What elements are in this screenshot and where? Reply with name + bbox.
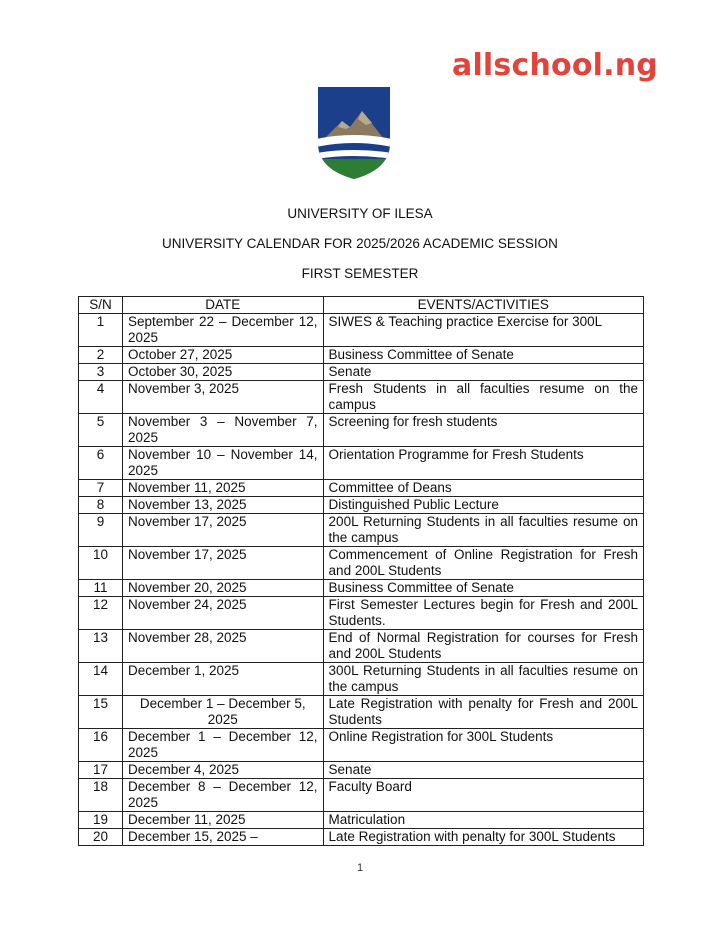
row-date: December 8 – December 12, 2025 (122, 779, 323, 812)
row-date: November 3, 2025 (122, 381, 323, 414)
row-date: October 30, 2025 (122, 364, 323, 381)
row-date: October 27, 2025 (122, 347, 323, 364)
watermark-text: allschool.ng (452, 48, 658, 83)
row-event: 300L Returning Students in all faculties resume on the campus (323, 663, 643, 696)
row-event: Late Registration with penalty for 300L Students (323, 829, 643, 846)
table-row (79, 580, 644, 597)
table-row (79, 364, 644, 381)
row-event: Orientation Programme for Fresh Students (323, 447, 643, 480)
row-date: November 3 – November 7, 2025 (122, 414, 323, 447)
row-date: November 10 – November 14, 2025 (122, 447, 323, 480)
row-date: November 24, 2025 (122, 597, 323, 630)
row-event: Online Registration for 300L Students (323, 729, 643, 762)
table-row (79, 779, 644, 812)
row-event: First Semester Lectures begin for Fresh and 200L Students. (323, 597, 643, 630)
row-event: Fresh Students in all faculties resume on the campus (323, 381, 643, 414)
row-sn: 6 (79, 447, 123, 480)
semester-title: FIRST SEMESTER (301, 266, 419, 281)
table-row (79, 480, 644, 497)
row-event: Matriculation (323, 812, 643, 829)
row-date: September 22 – December 12, 2025 (122, 314, 323, 347)
table-row (79, 414, 644, 447)
row-sn: 4 (79, 381, 123, 414)
table-row (79, 447, 644, 480)
table-row (79, 597, 644, 630)
row-sn: 10 (79, 547, 123, 580)
row-date: November 20, 2025 (122, 580, 323, 597)
table-row (79, 514, 644, 547)
row-sn: 7 (79, 480, 123, 497)
row-event: Business Committee of Senate (323, 347, 643, 364)
row-sn: 5 (79, 414, 123, 447)
row-sn: 15 (79, 696, 123, 729)
row-event: Senate (323, 364, 643, 381)
row-event: SIWES & Teaching practice Exercise for 300L (323, 314, 643, 347)
row-sn: 1 (79, 314, 123, 347)
table-row (79, 762, 644, 779)
table-row (79, 497, 644, 514)
row-sn: 19 (79, 812, 123, 829)
row-sn: 13 (79, 630, 123, 663)
column-header-events: EVENTS/ACTIVITIES (323, 297, 643, 314)
row-date: November 13, 2025 (122, 497, 323, 514)
row-date: December 1 – December 5, 2025 (122, 696, 323, 729)
row-date: November 17, 2025 (122, 514, 323, 547)
row-sn: 2 (79, 347, 123, 364)
row-event: Faculty Board (323, 779, 643, 812)
row-sn: 20 (79, 829, 123, 846)
row-sn: 3 (79, 364, 123, 381)
table-row (79, 547, 644, 580)
row-date: November 11, 2025 (122, 480, 323, 497)
row-date: December 15, 2025 – (122, 829, 323, 846)
row-sn: 17 (79, 762, 123, 779)
row-event: Committee of Deans (323, 480, 643, 497)
row-event: End of Normal Registration for courses for Fresh and 200L Students (323, 630, 643, 663)
row-date: December 11, 2025 (122, 812, 323, 829)
row-sn: 8 (79, 497, 123, 514)
column-header-date: DATE (122, 297, 323, 314)
row-date: November 17, 2025 (122, 547, 323, 580)
row-event: 200L Returning Students in all faculties resume on the campus (323, 514, 643, 547)
row-sn: 12 (79, 597, 123, 630)
row-event: Screening for fresh students (323, 414, 643, 447)
row-event: Distinguished Public Lecture (323, 497, 643, 514)
table-row (79, 347, 644, 364)
calendar-table (78, 296, 644, 846)
table-row (79, 381, 644, 414)
table-row (79, 663, 644, 696)
table-header-row (79, 297, 644, 314)
row-sn: 9 (79, 514, 123, 547)
row-event: Commencement of Online Registration for Fresh and 200L Students (323, 547, 643, 580)
row-sn: 11 (79, 580, 123, 597)
table-row (79, 729, 644, 762)
column-header-sn: S/N (79, 297, 123, 314)
row-event: Late Registration with penalty for Fresh and 200L Students (323, 696, 643, 729)
university-crest-icon (316, 85, 392, 181)
row-event: Business Committee of Senate (323, 580, 643, 597)
table-row (79, 314, 644, 347)
row-sn: 16 (79, 729, 123, 762)
table-row (79, 829, 644, 846)
row-date: December 1, 2025 (122, 663, 323, 696)
table-row (79, 630, 644, 663)
row-date: November 28, 2025 (122, 630, 323, 663)
row-date: December 4, 2025 (122, 762, 323, 779)
row-sn: 18 (79, 779, 123, 812)
page-number: 1 (356, 862, 364, 874)
table-row (79, 812, 644, 829)
calendar-title: UNIVERSITY CALENDAR FOR 2025/2026 ACADEMIC SESSION (162, 236, 558, 251)
institution-title: UNIVERSITY OF ILESA (287, 206, 433, 221)
row-sn: 14 (79, 663, 123, 696)
row-date: December 1 – December 12, 2025 (122, 729, 323, 762)
row-event: Senate (323, 762, 643, 779)
table-row (79, 696, 644, 729)
